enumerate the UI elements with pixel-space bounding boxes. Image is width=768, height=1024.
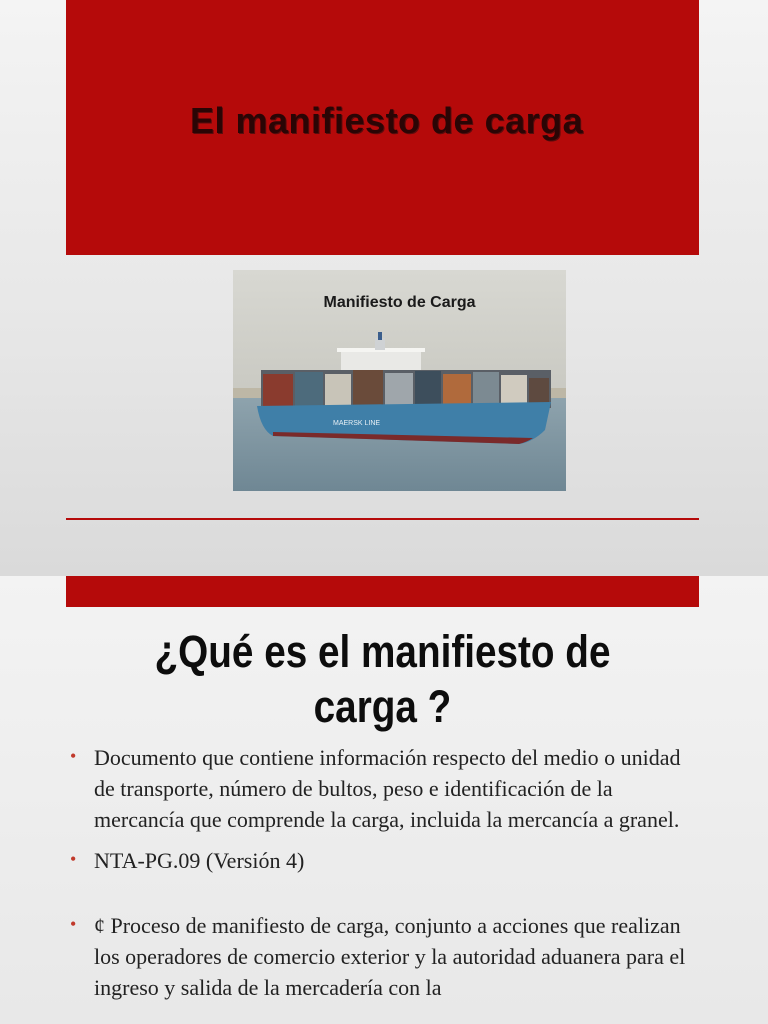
- slide-title: El manifiesto de carga: [190, 100, 584, 141]
- photo-caption: Manifiesto de Carga: [323, 294, 476, 311]
- hull-text: MAERSK LINE: [333, 420, 381, 427]
- heading-line-1: ¿Qué es el manifiesto de: [154, 626, 611, 677]
- bullet-text: NTA-PG.09 (Versión 4): [94, 848, 305, 873]
- slide-heading: [110, 624, 654, 734]
- bullet-text: ¢ Proceso de manifiesto de carga, conjunto a acciones que realizan los operadores de comercio exterior y la autoridad aduanera para el ingreso y salida de la mercadería con la: [94, 913, 686, 1000]
- bullet-item: [70, 910, 700, 1003]
- bullet-marker: •: [70, 914, 77, 934]
- bullet-list: [70, 742, 700, 1003]
- bullet-item: [70, 845, 700, 876]
- bullet-item: [70, 742, 700, 835]
- slide-2: [0, 576, 768, 1024]
- heading-line-2: carga ?: [313, 681, 452, 732]
- divider-line: [66, 518, 699, 520]
- bullet-marker: •: [70, 849, 77, 869]
- ship-photo: [233, 270, 566, 491]
- bullet-text: Documento que contiene información respecto del medio o unidad de transporte, número de bultos, peso e identificación de la mercancía que comprende la carga, incluida la mercancía a granel.: [94, 745, 681, 832]
- top-band: [66, 576, 699, 607]
- bullet-marker: •: [70, 746, 77, 766]
